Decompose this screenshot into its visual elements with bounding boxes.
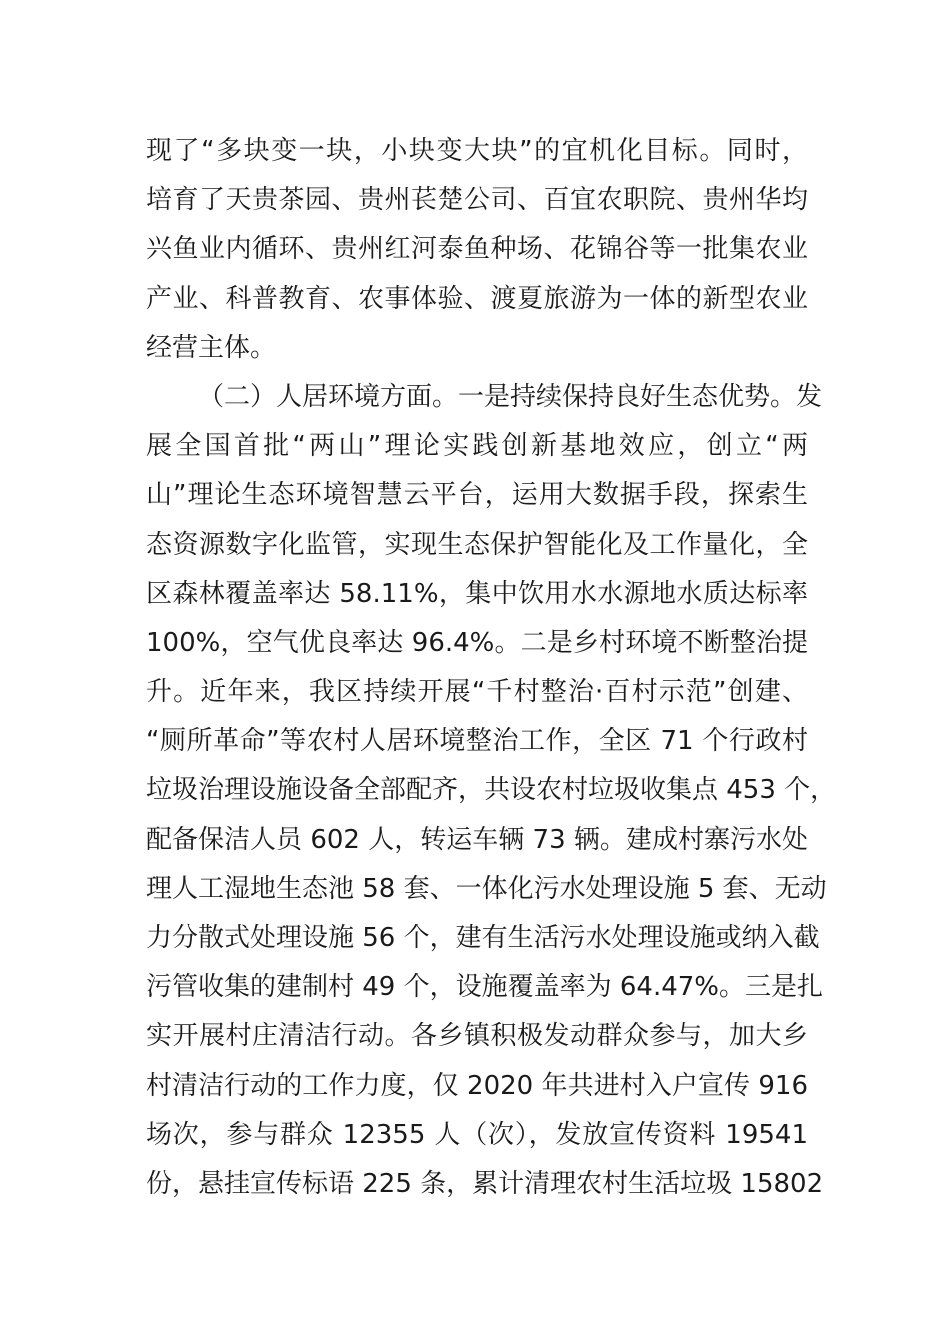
- text-line: 培育了天贵茶园、贵州苌楚公司、百宜农职院、贵州华均: [146, 185, 808, 216]
- text-line: 山”理论生态环境智慧云平台，运用大数据手段，探索生: [146, 480, 808, 511]
- text-line: 产业、科普教育、农事体验、渡夏旅游为一体的新型农业: [146, 283, 808, 314]
- text-line: 态资源数字化监管，实现生态保护智能化及工作量化，全: [146, 529, 808, 560]
- text-line: 区森林覆盖率达 58.11%，集中饮用水水源地水质达标率: [146, 578, 808, 609]
- text-line: 污管收集的建制村 49 个，设施覆盖率为 64.47%。三是扎: [146, 972, 824, 1003]
- text-line: 场次，参与群众 12355 人（次），发放宣传资料 19541: [146, 1119, 808, 1150]
- body-text: [146, 127, 837, 1209]
- text-line: 展全国首批“两山”理论实践创新基地效应，创立“两: [146, 431, 808, 462]
- text-line: 经营主体。: [146, 332, 277, 363]
- text-line: 理人工湿地生态池 58 套、一体化污水处理设施 5 套、无动: [146, 873, 827, 904]
- text-line: 现了“多块变一块，小块变大块”的宜机化目标。同时，: [146, 136, 808, 166]
- text-line: 力分散式处理设施 56 个，建有生活污水处理设施或纳入截: [146, 923, 820, 953]
- text-line: 兴鱼业内循环、贵州红河泰鱼种场、花锦谷等一批集农业: [146, 234, 808, 265]
- text-line: 100%，空气优良率达 96.4%。二是乡村环境不断整治提: [146, 627, 808, 658]
- text-line: 实开展村庄清洁行动。各乡镇积极发动群众参与，加大乡: [146, 1021, 808, 1052]
- text-line: 垃圾治理设施设备全部配齐，共设农村垃圾收集点 453 个，: [146, 775, 837, 806]
- text-line: 配备保洁人员 602 人，转运车辆 73 辆。建成村寨污水处: [146, 824, 808, 855]
- text-line: 份，悬挂宣传标语 225 条，累计清理农村生活垃圾 15802: [146, 1168, 824, 1199]
- text-line: 村清洁行动的工作力度，仅 2020 年共进村入户宣传 916: [146, 1070, 808, 1101]
- text-line: “厕所革命”等农村人居环境整治工作，全区 71 个行政村: [146, 726, 808, 757]
- section-heading-line: （二）人居环境方面。一是持续保持良好生态优势。发: [198, 381, 823, 412]
- text-line: 升。近年来，我区持续开展“千村整治·百村示范”创建、: [146, 677, 808, 708]
